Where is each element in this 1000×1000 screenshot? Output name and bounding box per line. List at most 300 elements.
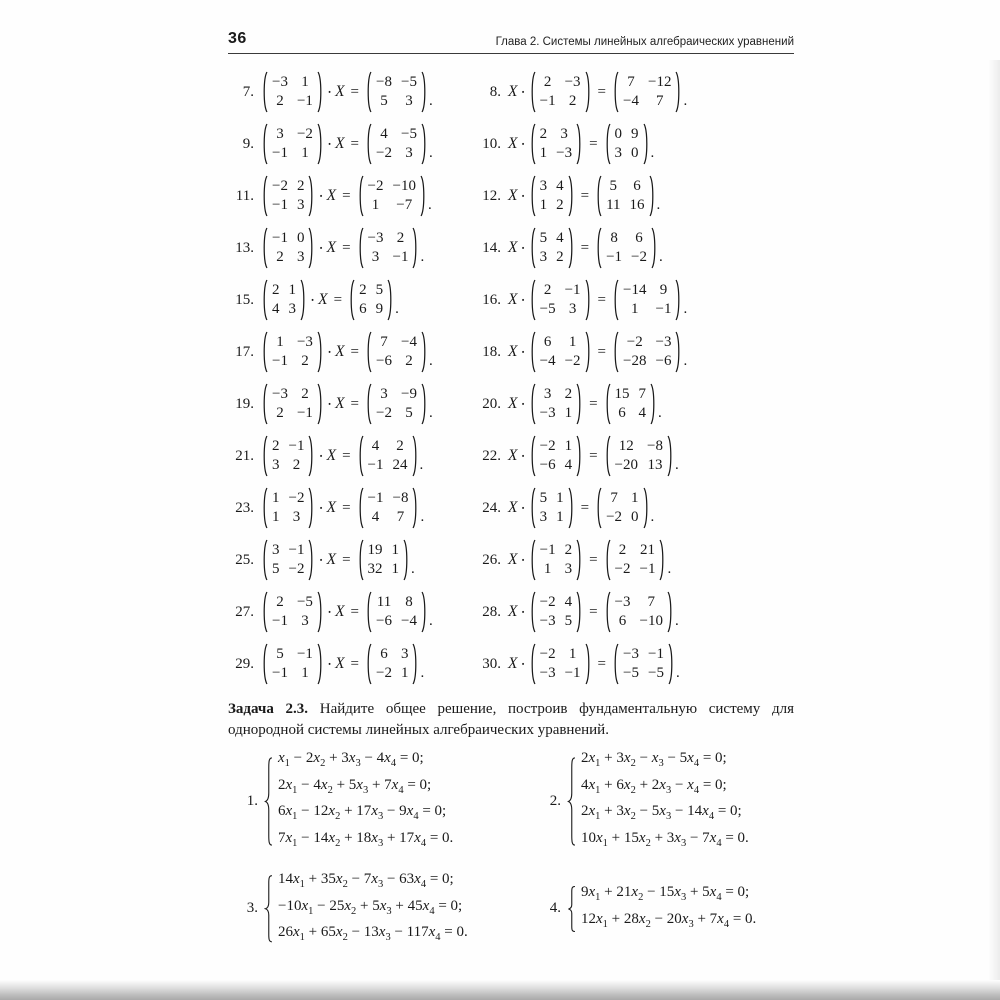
matrix-right-paren-icon [576,539,583,581]
exercise-number: 26. [482,551,501,568]
matrix-entry: 2 [405,353,413,369]
matrix-left-paren-icon [529,331,536,373]
coefficient-matrix [261,435,315,477]
matrix-entry: 5 [380,93,388,109]
matrix-right-paren-icon [585,643,592,685]
matrix-entry: −2 [539,646,556,662]
matrix-entry: 2 [292,457,301,473]
exercise-item [228,378,475,430]
matrix-left-paren-icon [261,487,268,529]
matrix-left-paren-icon [595,175,602,217]
matrix-entry: −10 [639,613,663,629]
matrix-right-paren-icon [576,435,583,477]
matrix-entry: −14 [623,282,647,298]
unknown-matrix-x: X [335,135,345,152]
matrix-entry: 0 [614,126,623,142]
chapter-running-head: Глава 2. Системы линейных алгебраических уравнений [495,36,794,48]
result-matrix-entries [619,643,668,685]
matrix-right-paren-icon [387,279,394,321]
matrix-entry: 7 [627,74,635,90]
result-matrix [348,279,394,321]
result-matrix [604,435,674,477]
exercise-number: 16. [482,291,501,308]
system-brace-icon [264,875,273,943]
exercise-item [228,482,475,534]
coefficient-matrix-entries [268,435,308,477]
matrix-entry: −9 [400,386,417,402]
equation-line: $7x_1 - 14x_2 + 18x_3 + 17x_4 = 0$. [278,829,454,849]
matrix-right-paren-icon [667,435,674,477]
matrix-entry: 1 [631,301,639,317]
matrix-entry: −5 [400,74,417,90]
equals-sign: = [580,239,590,256]
coefficient-matrix-entries [268,539,308,581]
matrix-entry: 6 [633,178,641,194]
matrix-left-paren-icon [261,435,268,477]
unknown-matrix-x: X [508,291,518,308]
system-equations [581,748,749,854]
matrix-entry: 9 [375,301,384,317]
system-number: 4. [549,900,561,917]
result-matrix-entries [364,175,420,217]
dot-operator: ⋅ [326,344,333,361]
sentence-period: . [395,300,399,317]
exercise-item [228,586,475,638]
result-matrix [604,383,658,425]
matrix-entry: −5 [296,594,313,610]
system-brace-icon [567,886,576,932]
matrix-entry: −1 [367,490,384,506]
dot-operator: ⋅ [318,240,324,257]
matrix-entry: 2 [296,178,305,194]
matrix-entry: 7 [380,334,388,350]
systems-grid [228,748,794,949]
matrix-entry: 1 [301,74,309,90]
result-matrix-entries [611,123,643,165]
coefficient-matrix [261,591,324,633]
matrix-right-paren-icon [317,71,324,113]
matrix-right-paren-icon [421,71,428,113]
exercise-number: 14. [482,239,501,256]
matrix-right-paren-icon [585,279,592,321]
matrix-entry: 3 [400,646,409,662]
matrix-entry: 1 [539,197,548,213]
matrix-entry: 4 [564,594,573,610]
exercise-grid [228,66,794,690]
matrix-left-paren-icon [529,435,536,477]
matrix-entry: 3 [539,509,548,525]
matrix-entry: 1 [568,646,577,662]
coefficient-matrix [529,383,583,425]
matrix-entry: −6 [376,353,392,369]
matrix-entry: 7 [610,490,618,506]
matrix-left-paren-icon [604,539,611,581]
sentence-period: . [411,560,415,577]
coefficient-matrix-entries [268,331,317,373]
coefficient-matrix [529,539,583,581]
matrix-right-paren-icon [420,175,427,217]
coefficient-matrix [529,331,592,373]
matrix-entry: 6 [543,334,552,350]
equation-line: $4x_1 + 6x_2 + 2x_3 - x_4 = 0$; [581,776,727,796]
matrix-entry: −5 [647,665,664,681]
sentence-period: . [674,456,679,473]
matrix-entry: −3 [539,613,556,629]
matrix-right-paren-icon [568,175,575,217]
system-item [531,882,794,935]
matrix-entry: −1 [539,93,556,109]
matrix-entry: 2 [564,386,573,402]
equals-sign: = [342,551,351,568]
coefficient-matrix [529,591,583,633]
system-number: 3. [246,900,258,917]
matrix-entry: −1 [367,457,384,473]
matrix-entry: 2 [272,438,280,454]
sentence-period: . [656,196,661,213]
matrix-entry: 3 [292,509,301,525]
matrix-entry: 7 [647,594,655,610]
matrix-entry: −2 [539,594,556,610]
coefficient-matrix [261,487,315,529]
exercise-item [228,430,475,482]
matrix-left-paren-icon [529,279,536,321]
exercise-item [475,118,794,170]
matrix-entry: −3 [564,74,581,90]
system-equations [278,869,468,949]
unknown-matrix-x: X [326,187,337,204]
matrix-entry: 4 [371,509,380,525]
result-matrix [357,435,419,477]
coefficient-matrix-entries [268,123,317,165]
exercise-item [228,66,475,118]
coefficient-matrix [261,331,324,373]
matrix-entry: 6 [635,230,643,246]
matrix-entry: 15 [614,386,630,402]
matrix-left-paren-icon [595,487,602,529]
sentence-period: . [683,300,688,317]
exercise-number: 11. [235,187,254,204]
matrix-entry: −20 [614,457,639,473]
exercise-item [475,430,794,482]
equals-sign: = [350,135,360,152]
matrix-entry: 4 [380,126,388,142]
matrix-entry: 3 [276,126,284,142]
coefficient-matrix-entries [536,331,585,373]
unknown-matrix-x: X [508,551,518,568]
matrix-entry: 4 [556,178,564,194]
coefficient-matrix [529,227,575,269]
result-matrix [365,331,428,373]
equals-sign: = [597,655,607,672]
matrix-entry: −4 [623,93,639,109]
matrix-entry: 9 [659,282,668,298]
coefficient-matrix-entries [268,643,317,685]
matrix-entry: 3 [272,542,280,558]
matrix-entry: −3 [539,665,556,681]
scan-right-edge [988,60,1000,1000]
coefficient-matrix [529,643,592,685]
result-matrix [612,279,682,321]
matrix-entry: −2 [376,665,392,681]
matrix-entry: −2 [288,561,305,577]
matrix-right-paren-icon [421,591,428,633]
exercise-item [475,482,794,534]
matrix-entry: −1 [655,301,672,317]
matrix-right-paren-icon [675,279,682,321]
exercise-number: 12. [482,187,501,204]
matrix-right-paren-icon [568,487,575,529]
equals-sign: = [342,499,351,516]
matrix-entry: 0 [631,145,639,161]
matrix-right-paren-icon [317,383,324,425]
matrix-right-paren-icon [643,487,650,529]
unknown-matrix-x: X [508,499,518,516]
coefficient-matrix [529,123,583,165]
equation-line: $2x_1 + 3x_2 - x_3 - 5x_4 = 0$; [581,750,727,769]
unknown-matrix-x: X [335,395,345,412]
sentence-period: . [675,664,680,681]
matrix-right-paren-icon [667,591,674,633]
matrix-left-paren-icon [365,331,372,373]
matrix-entry: −1 [296,405,313,421]
matrix-right-paren-icon [317,591,324,633]
equals-sign: = [350,655,360,672]
result-matrix-entries [602,175,648,217]
matrix-entry: −12 [647,74,672,90]
coefficient-matrix-entries [536,383,576,425]
sentence-period: . [428,92,433,109]
matrix-entry: 2 [276,594,284,610]
matrix-right-paren-icon [651,227,658,269]
exercise-item [475,534,794,586]
matrix-right-paren-icon [412,643,419,685]
matrix-entry: 2 [276,249,284,265]
result-matrix-entries [602,227,651,269]
matrix-left-paren-icon [261,71,268,113]
dot-operator: ⋅ [318,552,324,569]
matrix-left-paren-icon [612,279,619,321]
dot-operator: ⋅ [520,552,526,569]
matrix-entry: 3 [301,613,309,629]
result-matrix-entries [602,487,642,529]
matrix-entry: −1 [272,353,288,369]
equals-sign: = [589,551,598,568]
exercise-item [475,378,794,430]
system-brace-icon [567,757,576,846]
matrix-entry: −2 [564,353,581,369]
page-number: 36 [228,30,247,47]
result-matrix [357,487,420,529]
coefficient-matrix-entries [536,643,585,685]
exercise-number: 20. [482,395,501,412]
matrix-entry: 2 [543,74,552,90]
matrix-entry: −1 [606,249,623,265]
equals-sign: = [580,187,590,204]
unknown-matrix-x: X [508,395,518,412]
result-matrix-entries [355,279,387,321]
sentence-period: . [420,664,425,681]
sentence-period: . [428,352,433,369]
matrix-left-paren-icon [612,643,619,685]
matrix-left-paren-icon [365,591,372,633]
matrix-entry: −2 [606,509,623,525]
equals-sign: = [589,135,598,152]
equation-line: $14x_1 + 35x_2 - 7x_3 - 63x_4 = 0$; [278,871,454,890]
matrix-left-paren-icon [357,539,364,581]
dot-operator: ⋅ [520,136,526,153]
exercise-item [228,326,475,378]
result-matrix-entries [619,71,675,113]
sentence-period: . [683,352,688,369]
equation-line: $2x_1 + 3x_2 - 5x_3 - 14x_4 = 0$; [581,803,742,822]
equation-line: $-10x_1 - 25x_2 + 5x_3 + 45x_4 = 0$; [278,897,463,917]
dot-operator: ⋅ [326,84,333,101]
matrix-entry: −4 [539,353,556,369]
matrix-entry: 3 [560,126,568,142]
matrix-entry: −4 [400,334,417,350]
result-matrix [365,643,419,685]
matrix-left-paren-icon [357,175,364,217]
result-matrix [357,539,411,581]
matrix-entry: −2 [376,405,392,421]
matrix-right-paren-icon [403,539,410,581]
result-matrix-entries [372,331,421,373]
matrix-entry: −2 [296,126,313,142]
unknown-matrix-x: X [508,239,518,256]
coefficient-matrix-entries [268,487,308,529]
unknown-matrix-x: X [335,343,345,360]
sentence-period: . [428,404,433,421]
dot-operator: ⋅ [326,396,333,413]
matrix-right-paren-icon [675,331,682,373]
matrix-entry: 5 [405,405,413,421]
matrix-entry: −1 [564,282,581,298]
matrix-right-paren-icon [308,175,315,217]
unknown-matrix-x: X [326,447,337,464]
sentence-period: . [650,144,655,161]
matrix-entry: 6 [380,646,388,662]
matrix-right-paren-icon [317,643,324,685]
exercise-number: 29. [235,655,254,672]
equation-line: $2x_1 - 4x_2 + 5x_3 + 7x_4 = 0$; [278,776,432,796]
exercise-item [228,118,475,170]
equation-line: $9x_1 + 21x_2 - 15x_3 + 5x_4 = 0$; [581,884,750,904]
matrix-right-paren-icon [585,331,592,373]
sentence-period: . [420,248,425,265]
matrix-right-paren-icon [421,331,428,373]
matrix-left-paren-icon [529,591,536,633]
matrix-entry: 5 [609,178,618,194]
coefficient-matrix-entries [268,71,317,113]
matrix-entry: 9 [631,126,639,142]
exercise-number: 15. [235,291,254,308]
dot-operator: ⋅ [520,500,526,517]
exercise-number: 9. [242,135,254,152]
matrix-entry: −3 [367,230,384,246]
matrix-right-paren-icon [308,435,315,477]
matrix-left-paren-icon [261,643,268,685]
exercise-number: 19. [235,395,254,412]
matrix-entry: 3 [296,197,305,213]
matrix-entry: 1 [539,145,548,161]
system-number: 1. [246,792,258,809]
equation-line: $26x_1 + 65x_2 - 13x_3 - 117x_4 = 0$. [278,924,468,943]
matrix-left-paren-icon [612,71,619,113]
matrix-entry: −6 [539,457,556,473]
dot-operator: ⋅ [520,604,526,621]
matrix-entry: −1 [539,542,556,558]
matrix-entry: 11 [376,594,392,610]
equals-sign: = [589,395,598,412]
exercise-item [475,274,794,326]
sentence-period: . [659,248,663,265]
exercise-number: 8. [489,83,501,100]
matrix-left-paren-icon [529,175,536,217]
matrix-left-paren-icon [261,331,268,373]
equals-sign: = [580,499,590,516]
matrix-entry: 1 [631,490,639,506]
result-matrix-entries [364,227,413,269]
matrix-entry: −28 [623,353,647,369]
matrix-left-paren-icon [529,539,536,581]
equals-sign: = [589,447,598,464]
sentence-period: . [674,612,679,629]
matrix-left-paren-icon [604,123,611,165]
coefficient-matrix-entries [536,591,576,633]
matrix-entry: −10 [392,178,416,194]
coefficient-matrix [261,175,315,217]
matrix-entry: 7 [638,386,647,402]
matrix-entry: −3 [614,594,631,610]
matrix-entry: 8 [405,594,413,610]
system-equations [581,882,756,935]
coefficient-matrix-entries [268,383,317,425]
equation-line: $12x_1 + 28x_2 - 20x_3 + 7x_4 = 0$. [581,910,757,930]
matrix-entry: −2 [376,145,392,161]
dot-operator: ⋅ [318,448,324,465]
matrix-entry: 2 [359,282,367,298]
matrix-entry: 3 [296,249,305,265]
matrix-entry: 5 [272,561,280,577]
matrix-entry: 1 [371,197,380,213]
unknown-matrix-x: X [508,343,518,360]
matrix-entry: 1 [391,561,400,577]
matrix-entry: 8 [610,230,618,246]
exercise-item [228,170,475,222]
result-matrix-entries [619,279,675,321]
coefficient-matrix-entries [536,487,568,529]
matrix-entry: 1 [288,282,296,298]
result-matrix-entries [372,71,421,113]
exercise-number: 13. [235,239,254,256]
exercise-item [228,274,475,326]
matrix-entry: −2 [614,561,631,577]
matrix-entry: −8 [392,490,409,506]
matrix-entry: 1 [276,334,284,350]
dot-operator: ⋅ [318,500,324,517]
equation-line: $10x_1 + 15x_2 + 3x_3 - 7x_4 = 0$. [581,829,749,849]
matrix-entry: 3 [539,249,548,265]
matrix-entry: −7 [396,197,413,213]
dot-operator: ⋅ [310,292,316,309]
matrix-entry: 2 [556,197,564,213]
matrix-entry: 3 [568,301,577,317]
matrix-entry: 5 [276,646,284,662]
matrix-entry: 7 [396,509,405,525]
matrix-entry: 1 [301,145,309,161]
equals-sign: = [350,343,360,360]
equals-sign: = [350,83,360,100]
